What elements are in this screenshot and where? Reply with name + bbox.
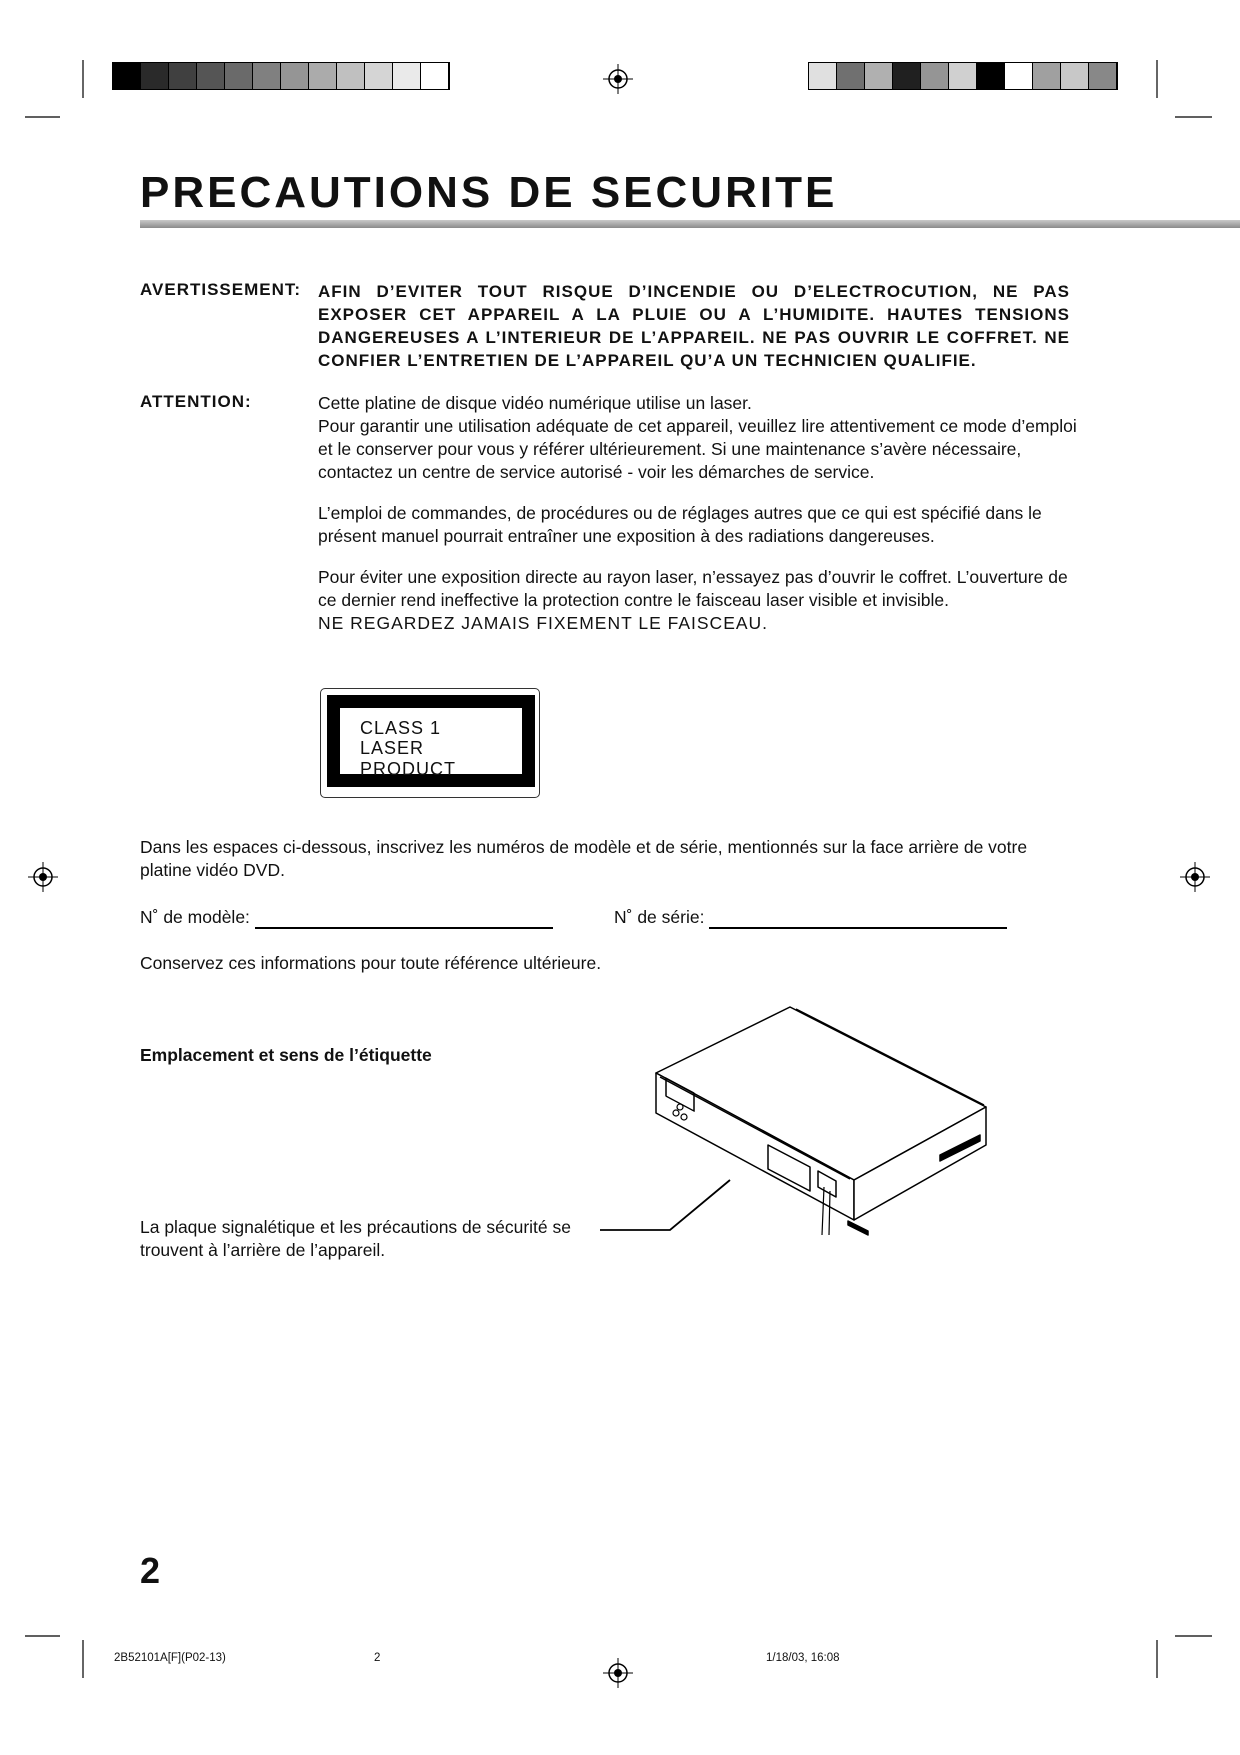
page-title: PRECAUTIONS DE SECURITE	[140, 168, 838, 217]
calibration-swatch	[949, 63, 977, 89]
keep-info-note: Conservez ces informations pour toute référence ultérieure.	[140, 953, 602, 973]
record-intro: Dans les espaces ci-dessous, inscrivez les numéros de modèle et de série, mentionnés sur la face arrière de votre platine vidéo DVD.	[140, 837, 1028, 880]
page-number: 2	[140, 1550, 161, 1591]
laser-class-line: CLASS 1	[360, 718, 442, 738]
calibration-swatch	[1005, 63, 1033, 89]
calibration-swatch	[1033, 63, 1061, 89]
attention-paragraph: Pour éviter une exposition directe au rayon laser, n’essayez pas d’ouvrir le coffret. L’ouverture de ce dernier rend ineffective la protection contre le faisceau laser visible et invisible.	[318, 567, 1068, 610]
registration-mark-icon	[1180, 862, 1210, 892]
calibration-swatch	[1061, 63, 1089, 89]
beam-warning: NE REGARDEZ JAMAIS FIXEMENT LE FAISCEAU.	[318, 613, 769, 633]
model-number-label: N˚ de modèle:	[140, 907, 250, 927]
attention-line: Cette platine de disque vidéo numérique utilise un laser.	[318, 393, 752, 413]
calibration-swatch	[225, 63, 253, 89]
serial-number-label: N˚ de série:	[614, 907, 705, 927]
attention-paragraph: Pour garantir une utilisation adéquate de cet appareil, veuillez lire attentivement ce mode d’emploi et le conserver pour vous y référer ultérieurement. Si une maintenance s’avère nécessaire, contactez un centre de service autorisé - voir les démarches de service.	[318, 416, 1077, 482]
calibration-swatch	[977, 63, 1005, 89]
laser-product-line: LASER PRODUCT	[360, 738, 456, 779]
registration-mark-icon	[28, 862, 58, 892]
label-location-caption: La plaque signalétique et les précautions de sécurité se trouvent à l’arrière de l’appareil.	[140, 1217, 571, 1260]
calibration-swatch	[281, 63, 309, 89]
calibration-swatch	[197, 63, 225, 89]
calibration-swatch	[253, 63, 281, 89]
title-rule	[140, 220, 1240, 228]
calibration-swatch	[309, 63, 337, 89]
calibration-swatch	[1089, 63, 1117, 89]
attention-label: ATTENTION:	[140, 392, 252, 411]
calibration-swatch	[837, 63, 865, 89]
registration-mark-icon	[603, 64, 633, 94]
calibration-swatch	[921, 63, 949, 89]
calibration-swatch	[893, 63, 921, 89]
footer-page: 2	[374, 1652, 381, 1664]
calibration-swatch	[393, 63, 421, 89]
label-location-heading: Emplacement et sens de l’étiquette	[140, 1045, 432, 1065]
model-number-field	[140, 906, 553, 929]
dvd-player-illustration	[600, 995, 1000, 1260]
serial-number-line	[709, 909, 1007, 929]
warning-label: AVERTISSEMENT:	[140, 280, 302, 299]
calibration-bar-right	[808, 62, 1118, 90]
calibration-swatch	[113, 63, 141, 89]
calibration-bar-left	[112, 62, 450, 90]
calibration-swatch	[809, 63, 837, 89]
serial-number-field	[614, 906, 1007, 929]
footer-date: 1/18/03, 16:08	[766, 1652, 840, 1664]
laser-class-label	[320, 688, 540, 798]
attention-paragraph: L’emploi de commandes, de procédures ou de réglages autres que ce qui est spécifié dans le présent manuel pourrait entraîner une exposition à des radiations dangereuses.	[318, 503, 1042, 546]
footer-code: 2B52101A[F](P02-13)	[114, 1652, 226, 1664]
calibration-swatch	[865, 63, 893, 89]
model-number-line	[255, 909, 553, 929]
calibration-swatch	[337, 63, 365, 89]
calibration-swatch	[365, 63, 393, 89]
attention-block	[318, 392, 1078, 653]
calibration-swatch	[141, 63, 169, 89]
registration-mark-icon	[603, 1658, 633, 1688]
warning-text: AFIN D’EVITER TOUT RISQUE D’INCENDIE OU D’ELECTROCUTION, NE PAS EXPOSER CET APPAREIL A LA PLUIE OU A L’HUMIDITE. HAUTES TENSIONS DANGEREUSES A L’INTERIEUR DE L’APPAREIL. NE PAS OUVRIR LE COFFRET. NE CONFIER L’ENTRETIEN DE L’APPAREIL QU’A UN TECHNICIEN QUALIFIE.	[318, 282, 1070, 370]
calibration-swatch	[421, 63, 449, 89]
calibration-swatch	[169, 63, 197, 89]
